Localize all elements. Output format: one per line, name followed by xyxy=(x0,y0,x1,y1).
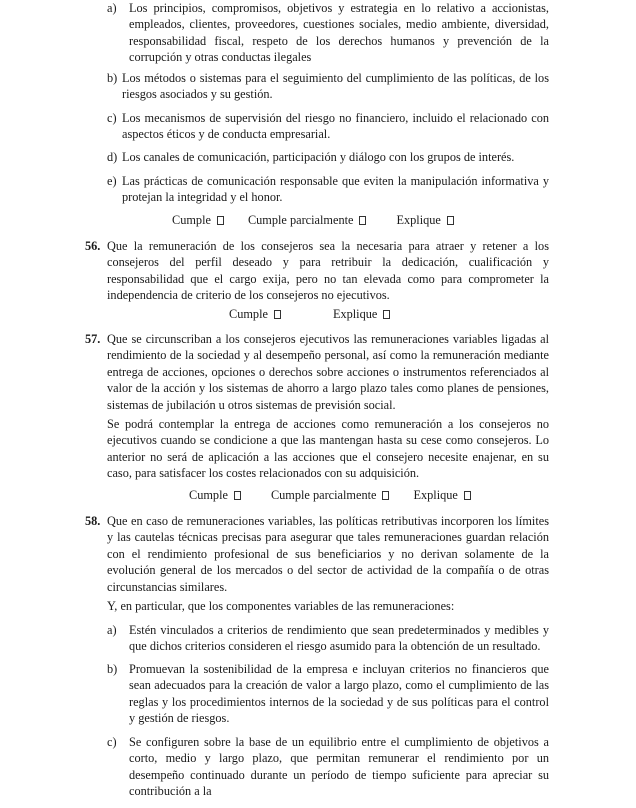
option-label: Cumple parcialmente xyxy=(247,213,354,227)
item-letter: b) xyxy=(107,71,118,85)
checkbox-explique[interactable] xyxy=(383,310,390,319)
checkbox-parcial[interactable] xyxy=(359,216,366,225)
item-letter: e) xyxy=(107,174,117,188)
option-explique xyxy=(396,212,453,228)
checkbox-cumple[interactable] xyxy=(234,491,241,500)
item-text: Los métodos o sistemas para el seguimiento del cumplimiento de las políticas, de los riesgos asociados y su gestión. xyxy=(122,71,549,102)
item-letter: b) xyxy=(107,662,118,676)
option-parcial xyxy=(271,487,390,503)
list-item-55a xyxy=(107,0,549,66)
item-letter: c) xyxy=(107,111,117,125)
item-letter: c) xyxy=(107,735,117,749)
section-57-text: Que se circunscriban a los consejeros ejecutivos las remuneraciones variables ligadas al rendimiento de la sociedad y al desempeño personal, así como la remuneración mediante entrega de acciones, opciones o derechos sobre acciones o instrumentos referenciados al valor de la acción y los sistemas de ahorro a largo plazo tales como planes de pensiones, sistemas de jubilación u otros sistemas de previsión social. xyxy=(107,332,549,412)
option-cumple xyxy=(172,212,224,228)
option-label: Cumple xyxy=(229,307,268,321)
item-text: Las prácticas de comunicación responsable que eviten la manipulación informativa y protejan la integridad y el honor. xyxy=(122,174,549,205)
compliance-options-55 xyxy=(172,212,454,228)
option-explique xyxy=(413,487,470,503)
option-explique xyxy=(333,306,390,322)
option-parcial xyxy=(248,212,367,228)
option-cumple xyxy=(229,306,281,322)
option-label: Cumple xyxy=(172,213,211,227)
list-item-55e xyxy=(107,173,549,206)
item-text: Los principios, compromisos, objetivos y estrategia en lo relativo a accionistas, empleados, clientes, proveedores, cuestiones sociales, medio ambiente, diversidad, responsabilidad fiscal, respeto de los derechos humanos y prevención de la corrupción y otras conductas ilegales xyxy=(129,1,549,65)
list-item-58c xyxy=(107,734,549,800)
section-57-text2: Se podrá contemplar la entrega de acciones como remuneración a los consejeros no ejecutivos cuando se condicione a que las mantengan hasta su cese como consejeros. Lo anterior no será de aplicación a las acciones que el consejero necesite enajenar, en su caso, para satisfacer los costes relacionados con su adquisición. xyxy=(107,417,549,481)
list-item-58a xyxy=(107,622,549,655)
section-58-intro: Y, en particular, que los componentes variables de las remuneraciones: xyxy=(107,599,455,613)
option-cumple xyxy=(189,487,241,503)
item-text: Promuevan la sostenibilidad de la empresa e incluyan criterios no financieros que sean adecuados para la creación de valor a largo plazo, como el cumplimiento de las reglas y los procedimientos internos de la sociedad y de sus políticas para el control y gestión de riesgos. xyxy=(129,662,549,726)
option-label: Explique xyxy=(413,488,458,502)
checkbox-explique[interactable] xyxy=(464,491,471,500)
checkbox-cumple[interactable] xyxy=(217,216,224,225)
compliance-options-56 xyxy=(229,306,390,322)
list-item-55c xyxy=(107,110,549,143)
item-letter: a) xyxy=(107,623,117,637)
option-label: Cumple parcialmente xyxy=(270,488,377,502)
list-item-55d xyxy=(107,149,549,165)
list-item-58b xyxy=(107,661,549,727)
section-number-56: 56. xyxy=(85,239,101,253)
checkbox-parcial[interactable] xyxy=(382,491,389,500)
option-label: Explique xyxy=(332,307,378,321)
checkbox-explique[interactable] xyxy=(447,216,454,225)
compliance-options-57 xyxy=(189,487,471,503)
section-number-58: 58. xyxy=(85,514,101,528)
checkbox-cumple[interactable] xyxy=(274,310,281,319)
list-item-55b xyxy=(107,70,549,103)
section-56-text: Que la remuneración de los consejeros sea la necesaria para atraer y retener a los consejeros del perfil deseado y para retribuir la dedicación, cualificación y responsabilidad que el cargo exija, pero no tan elevada como para comprometer la independencia de criterio de los consejeros no ejecutivos. xyxy=(107,239,549,303)
option-label: Explique xyxy=(396,213,441,227)
item-text: Estén vinculados a criterios de rendimiento que sean predeterminados y medibles y que dichos criterios consideren el riesgo asumido para la obtención de un resultado. xyxy=(129,623,549,654)
item-text: Se configuren sobre la base de un equilibrio entre el cumplimiento de objetivos a corto, medio y largo plazo, que permitan remunerar el rendimiento por un desempeño continuado durante un período de tiempo suficiente para apreciar su contribución a la xyxy=(129,735,549,799)
item-letter: d) xyxy=(107,150,118,164)
section-58-text: Que en caso de remuneraciones variables, las políticas retributivas incorporen los límites y las cautelas técnicas precisas para asegurar que tales remuneraciones guardan relación con el rendimiento profesional de sus beneficiarios y no derivan solamente de la evolución general de los mercados o del sector de actividad de la compañía o de otras circunstancias similares. xyxy=(107,514,549,594)
option-label: Cumple xyxy=(189,488,228,502)
item-text: Los canales de comunicación, participación y diálogo con los grupos de interés. xyxy=(122,150,515,164)
item-letter: a) xyxy=(107,1,117,15)
item-text: Los mecanismos de supervisión del riesgo no financiero, incluido el relacionado con aspectos éticos y de conducta empresarial. xyxy=(122,111,549,142)
section-number-57: 57. xyxy=(85,332,101,346)
